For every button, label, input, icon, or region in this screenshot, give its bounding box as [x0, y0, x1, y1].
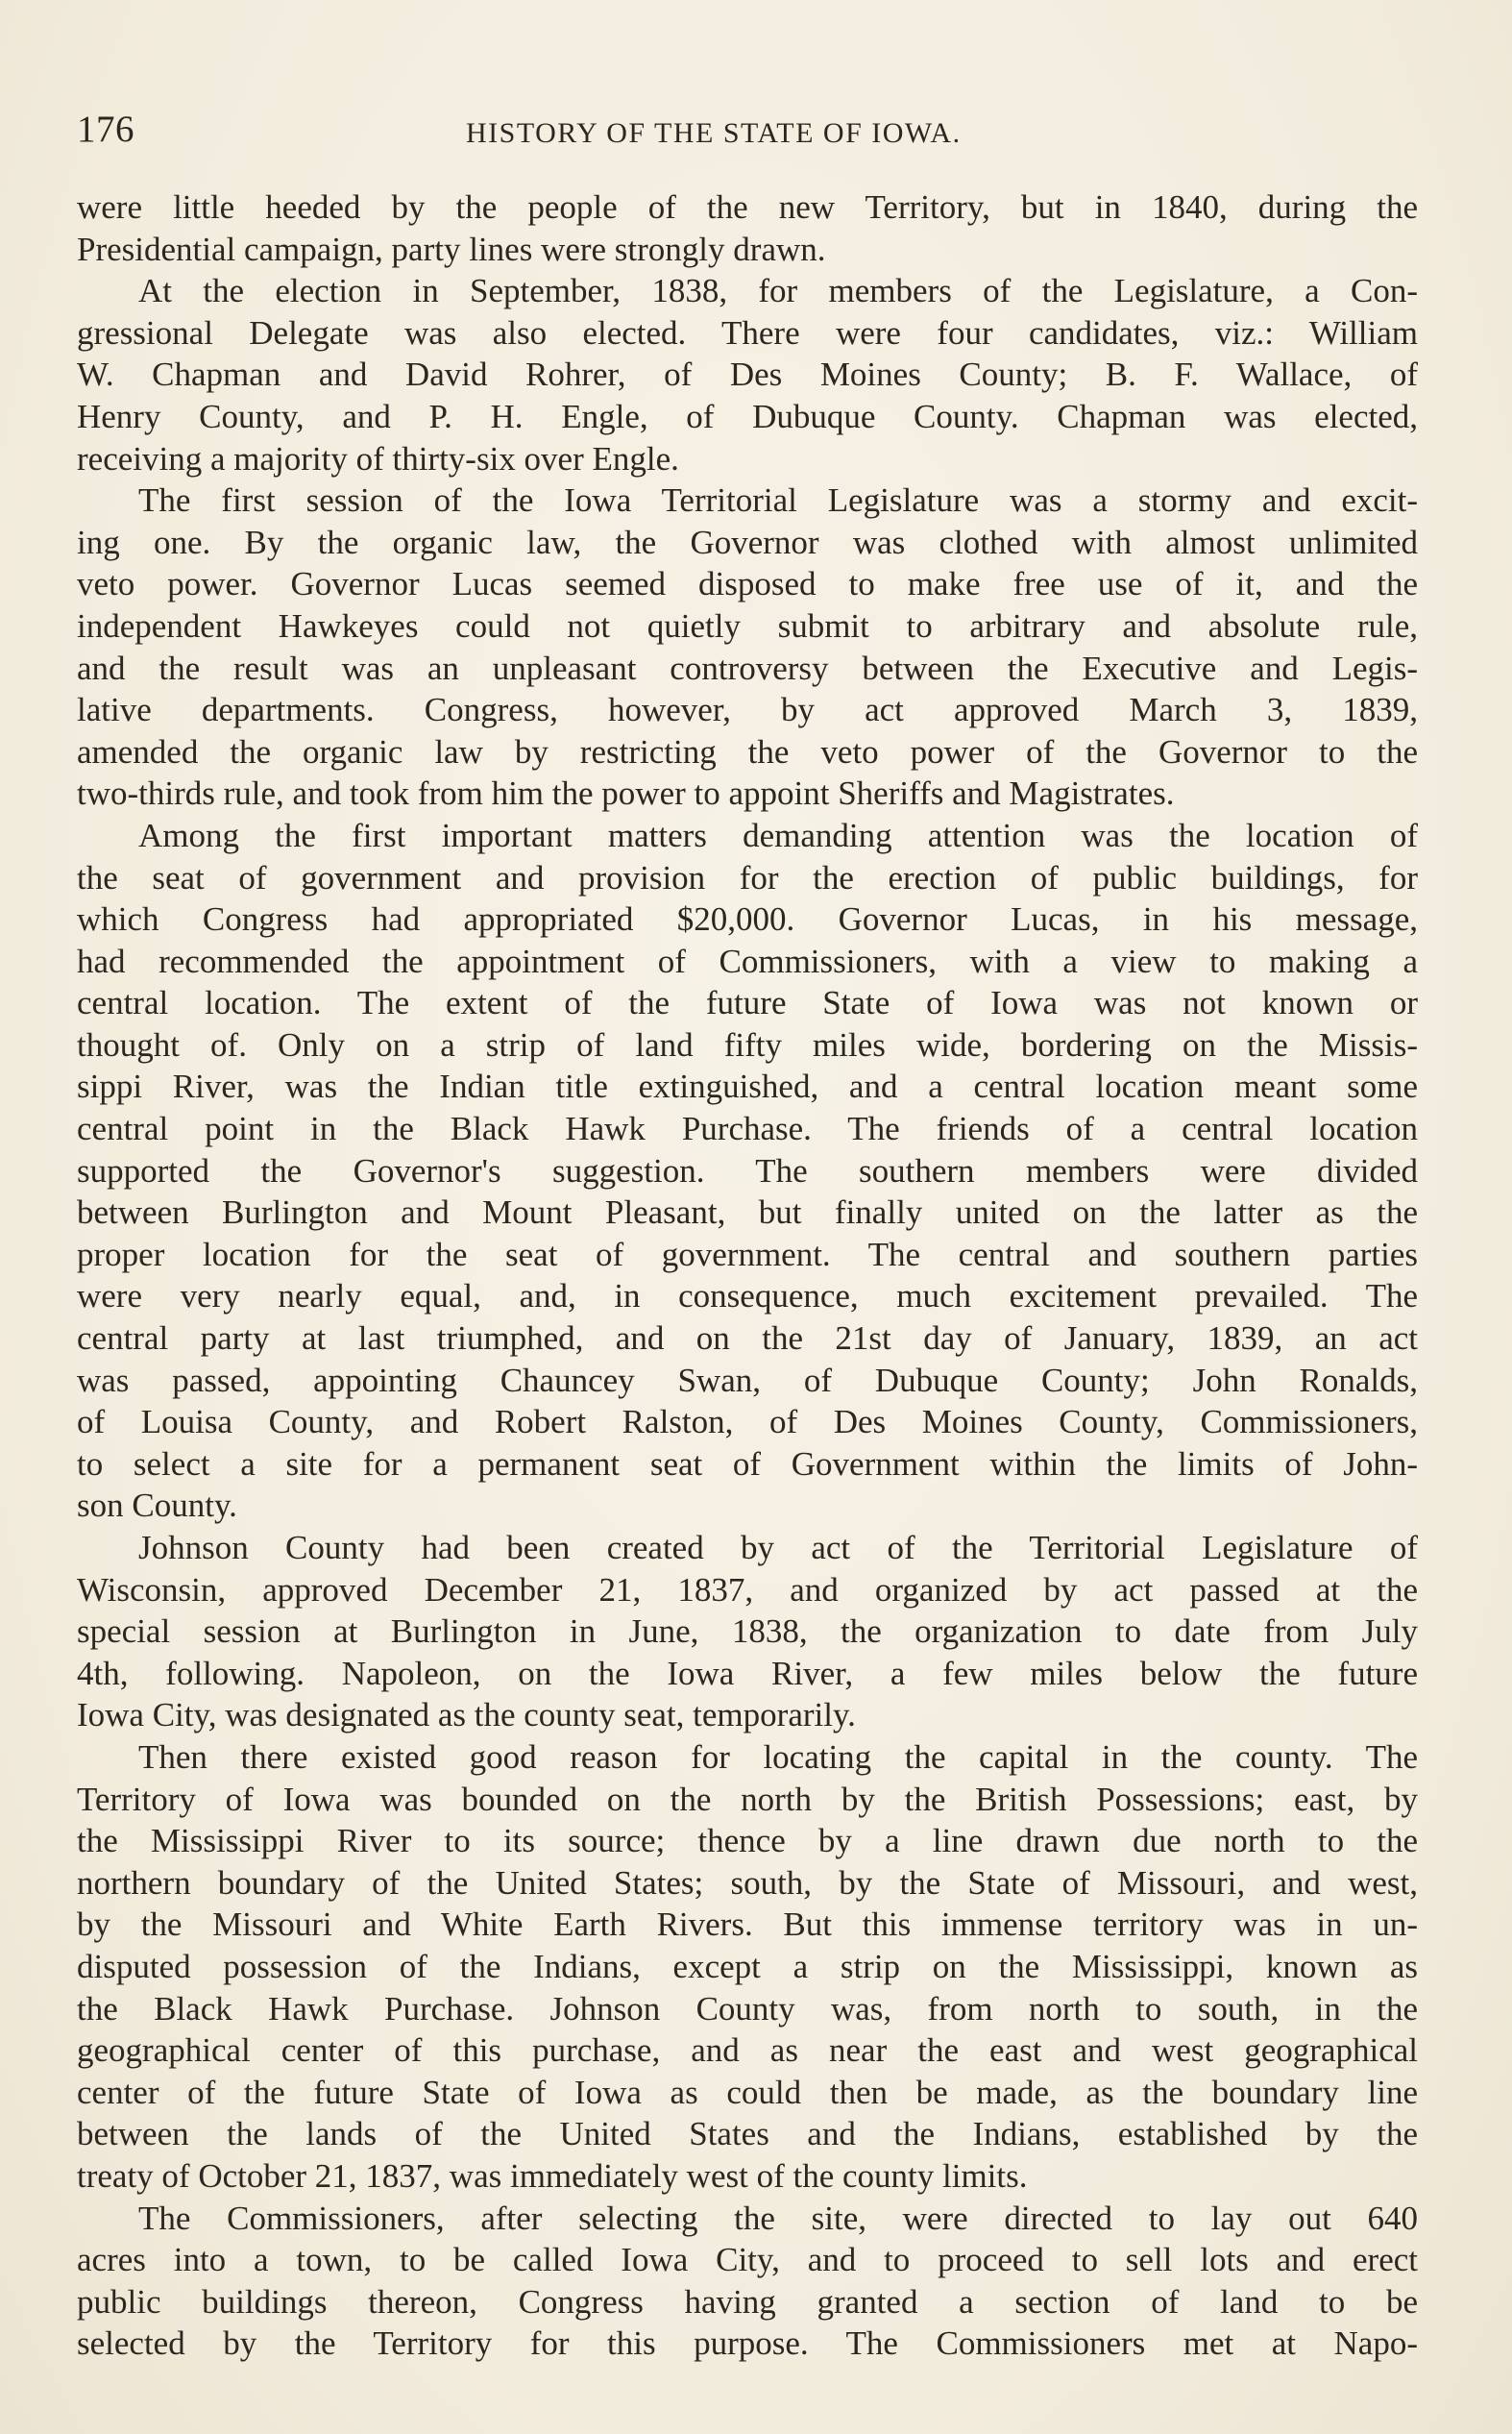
- text-line: were very nearly equal, and, in consequence, much excitement prevailed. The: [77, 1277, 1418, 1315]
- text-line: receiving a majority of thirty-six over Engle.: [77, 439, 679, 478]
- text-line: Johnson County had been created by act of the Territorial Legislature of: [138, 1529, 1418, 1566]
- text-line: independent Hawkeyes could not quietly submit to arbitrary and absolute rule,: [77, 606, 1418, 645]
- text-line: Wisconsin, approved December 21, 1837, and organized by act passed at the: [77, 1570, 1418, 1609]
- text-line: disputed possession of the Indians, except a strip on the Mississippi, known as: [77, 1947, 1418, 1985]
- text-line: son County.: [77, 1487, 237, 1525]
- text-line: central point in the Black Hawk Purchase. The friends of a central location: [77, 1110, 1418, 1148]
- body-text: [77, 186, 1418, 2365]
- text-line: center of the future State of Iowa as could then be made, as the boundary line: [77, 2073, 1418, 2111]
- text-line: northern boundary of the United States; south, by the State of Missouri, and west,: [77, 1863, 1418, 1902]
- text-line: 4th, following. Napoleon, on the Iowa River, a few miles below the future: [77, 1654, 1418, 1692]
- text-line: Territory of Iowa was bounded on the north by the British Possessions; east, by: [77, 1780, 1418, 1818]
- text-line: Henry County, and P. H. Engle, of Dubuque County. Chapman was elected,: [77, 397, 1418, 435]
- text-line: acres into a town, to be called Iowa City, and to proceed to sell lots and erect: [77, 2241, 1418, 2279]
- text-line: which Congress had appropriated $20,000. Governor Lucas, in his message,: [77, 900, 1418, 939]
- text-line: supported the Governor's suggestion. The southern members were divided: [77, 1151, 1418, 1190]
- text-line: the Black Hawk Purchase. Johnson County was, from north to south, in the: [77, 1989, 1418, 2028]
- text-line: two-thirds rule, and took from him the power to appoint Sheriffs and Magistrates.: [77, 774, 1175, 813]
- page-header: [77, 108, 1418, 165]
- text-line: At the election in September, 1838, for members of the Legislature, a Con-: [138, 272, 1418, 310]
- text-line: proper location for the seat of government. The central and southern parties: [77, 1235, 1418, 1273]
- text-line: had recommended the appointment of Commissioners, with a view to making a: [77, 942, 1418, 980]
- page-number: 176: [77, 109, 134, 150]
- text-line: the seat of government and provision for the erection of public buildings, for: [77, 858, 1418, 897]
- text-line: central party at last triumphed, and on the 21st day of January, 1839, an act: [77, 1319, 1418, 1358]
- text-line: between Burlington and Mount Pleasant, but finally united on the latter as the: [77, 1193, 1418, 1232]
- text-line: treaty of October 21, 1837, was immediately west of the county limits.: [77, 2156, 1028, 2195]
- text-line: thought of. Only on a strip of land fifty miles wide, bordering on the Missis-: [77, 1025, 1418, 1064]
- text-line: public buildings thereon, Congress having granted a section of land to be: [77, 2282, 1418, 2321]
- text-line: The first session of the Iowa Territorial Legislature was a stormy and excit-: [138, 481, 1418, 520]
- text-line: The Commissioners, after selecting the site, were directed to lay out 640: [138, 2199, 1418, 2237]
- text-line: selected by the Territory for this purpose. The Commissioners met at Napo-: [77, 2324, 1418, 2363]
- text-line: to select a site for a permanent seat of Government within the limits of John-: [77, 1444, 1418, 1483]
- text-line: were little heeded by the people of the new Territory, but in 1840, during the: [77, 188, 1418, 226]
- text-line: lative departments. Congress, however, by act approved March 3, 1839,: [77, 691, 1418, 729]
- text-line: Among the first important matters demanding attention was the location of: [138, 816, 1418, 854]
- text-line: sippi River, was the Indian title extinguished, and a central location meant some: [77, 1068, 1418, 1106]
- text-line: special session at Burlington in June, 1838, the organization to date from July: [77, 1612, 1418, 1651]
- text-line: ing one. By the organic law, the Governor was clothed with almost unlimited: [77, 523, 1418, 561]
- text-line: geographical center of this purchase, and as near the east and west geographical: [77, 2031, 1418, 2070]
- text-line: Presidential campaign, party lines were strongly drawn.: [77, 230, 826, 268]
- text-line: W. Chapman and David Rohrer, of Des Moines County; B. F. Wallace, of: [77, 356, 1418, 394]
- text-line: and the result was an unpleasant controversy between the Executive and Legis-: [77, 649, 1418, 687]
- text-line: Iowa City, was designated as the county seat, temporarily.: [77, 1696, 856, 1734]
- text-line: was passed, appointing Chauncey Swan, of Dubuque County; John Ronalds,: [77, 1361, 1418, 1399]
- text-line: veto power. Governor Lucas seemed disposed to make free use of it, and the: [77, 565, 1418, 603]
- text-line: amended the organic law by restricting the veto power of the Governor to the: [77, 732, 1418, 771]
- text-line: by the Missouri and White Earth Rivers. But this immense territory was in un-: [77, 1905, 1418, 1944]
- text-line: central location. The extent of the future State of Iowa was not known or: [77, 984, 1418, 1022]
- text-line: Then there existed good reason for locating the capital in the county. The: [138, 1737, 1418, 1776]
- text-line: the Mississippi River to its source; thence by a line drawn due north to the: [77, 1822, 1418, 1860]
- running-title: HISTORY OF THE STATE OF IOWA.: [466, 117, 962, 149]
- text-line: between the lands of the United States and the Indians, established by the: [77, 2115, 1418, 2153]
- text-line: of Louisa County, and Robert Ralston, of Des Moines County, Commissioners,: [77, 1403, 1418, 1441]
- text-line: gressional Delegate was also elected. There were four candidates, viz.: William: [77, 313, 1418, 352]
